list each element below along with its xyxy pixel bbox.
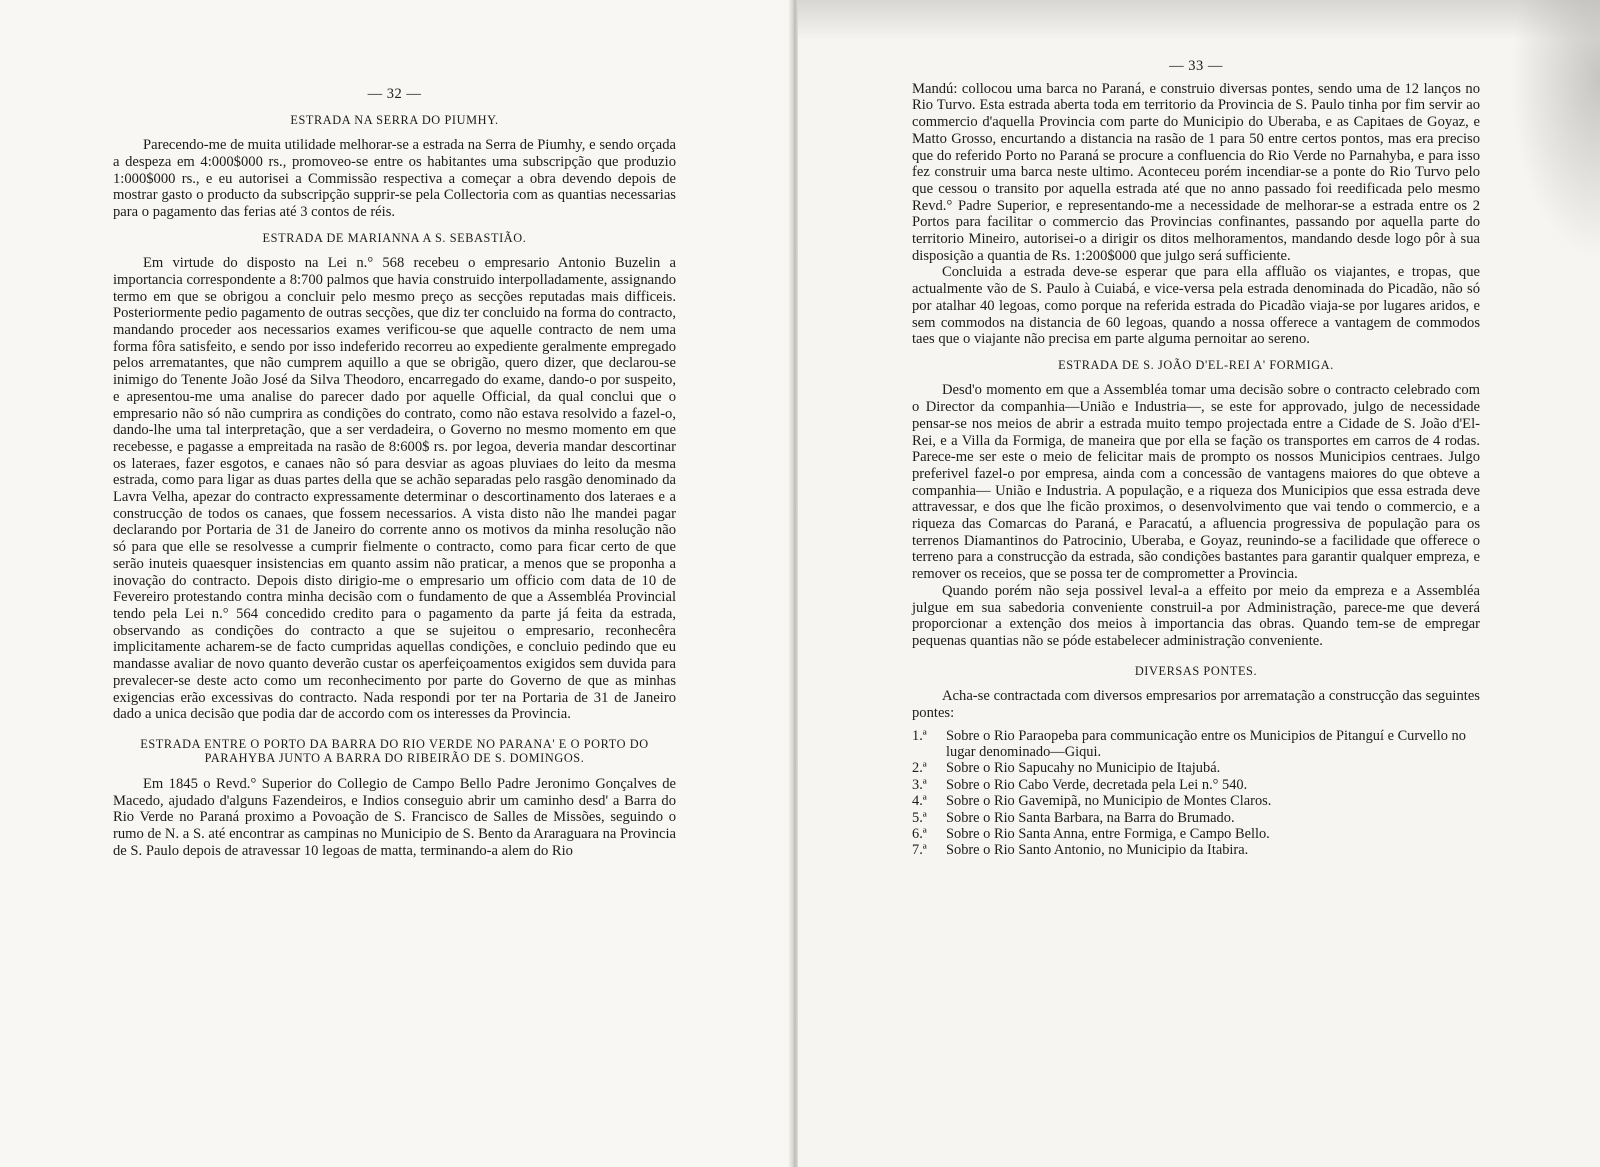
paragraph: Em 1845 o Revd.° Superior do Collegio de Campo Bello Padre Jeronimo Gonçalves de Macedo, ajudado d'alguns Fazendeiros, e Indios conseguio abrir um caminho desd' a Barra do Rio Verde no Paraná proximo a Povoação de S. Francisco de Salles de Missões, seguindo o rumo de N. a S. até encontrar as campinas no Municipio de S. Bento da Araraguara na Provincia de S. Paulo depois de atravessar 10 legoas de matta, terminando-a alem do Rio [113,775,676,859]
list-item-number: 1.ª [912,727,927,744]
list-item-number: 4.ª [912,793,927,810]
paragraph: Desd'o momento em que a Assembléa tomar uma decisão sobre o contracto celebrado com o Director da companhia—União e Industria—, se este for approvado, julgo de necessidade pensar-se nos meios de abrir a estrada muito tempo projectada entre a Cidade de S. João d'El-Rei, e a Villa da Formiga, de maneira que por ella se fação os transportes em carros de 4 rodas. Parece-me ser este o meio de felicitar mais de prompto os nossos Municipios centraes. Julgo preferivel fazel-o por empresa, ainda com a concessão de vantagens maiores do que obteve a companhia— União e Industria. A população, e a riqueza dos Municipios que essa estrada deve attravessar, e dos que lhe ficão proximos, o desenvolvimento que vai tendo o commercio, e a riqueza das Comarcas do Paraná, e Paracatú, a afluencia progressiva de população para os terrenos Diamantinos do Patrocinio, Uberaba, e Goyaz, reunindo-se a facilidade que offerece o terreno para a construcção da estrada, são condições bastantes para garantir qualquer empreza, e remover os receios, que se possa ter de comprometter a Provincia. [912,382,1480,583]
paragraph: Parecendo-me de muita utilidade melhorar-se a estrada na Serra de Piumhy, e sendo orçada a despeza em 4:000$000 rs., promoveo-se entre os habitantes uma subscripção que produzio 1:000$000 rs., e eu autorisei a Commissão respectiva a começar a obra devendo depois de mostrar gasto o producto da subscripção supprir-se pela Collectoria com as quantias necessarias para o pagamento das ferias até 3 contos de réis. [113,137,676,221]
section-heading: DIVERSAS PONTES. [1134,663,1258,678]
section-heading: ESTRADA DE MARIANNA A S. SEBASTIÃO. [262,230,527,245]
bridge-list [912,728,1480,859]
paragraph: Em virtude do disposto na Lei n.° 568 recebeu o empresario Antonio Buzelin a importancia correspondente a 8:700 palmos que havia construido interpolladamente, assignando termo em que se obrigou a concluir pelo mesmo preço as secções reputadas mais difficeis. Posteriormente pedio pagamento de outras secções, que diz ter concluido na forma do contracto, mandando proceder aos necessarios exames verificou-se que aquelle contracto de nem uma forma fôra satisfeito, e sendo por isso indeferido recorreu ao expediente geralmente empregado pelos arrematantes, que não cumprem aquillo a que se obrigão, quero dizer, que declarou-se inimigo do Tenente João José da Silva Theodoro, encarregado do exame, dando-o por suspeito, e apresentou-me uma analise do parecer dado por aquelle Official, da qual conclui que o empresario não só não cumprira as condições do contrato, como não estava resolvido a fazel-o, dando-lhe uma tal interpretação, que a ser verdadeira, o Governo no mesmo momento em que recebesse, e pagasse a empreitada na rasão de 8:600$ rs. por legoa, deveria mandar descortinar os lateraes, fazer esgotos, e canaes não só para desviar as agoas pluviaes do leito da mesma estrada, como para ligar as duas partes della que se achão separadas pelo rasgão denominado da Lavra Velha, apezar do contracto expressamente determinar o descortinamento dos lateraes e a construcção de todos os canaes, que fossem necessarios. A vista disto não lhe mandei pagar declarando por Portaria de 31 de Janeiro do corrente anno os motivos da minha resolução não só para que elle se resolvesse a cumprir fielmente o contracto, como para ficar certo de que serão inuteis quaesquer insistencias em quanto assim não praticar, a menos que se proponha a inovação do contracto. Depois disto dirigio-me o empresario um officio com data de 10 de Fevereiro protestando contra minha decisão com o fundamento de que a Assembléa Provincial tendo pela Lei n.° 564 concedido credito para o pagamento da parte já feita da estrada, observando as condições do contracto a que se sujeitou o empresario, reconhecêra implicitamente acharem-se de facto cumpridas aquellas condições, e concluio pedindo que eu mandasse avaliar de novo quanto deverão custar os aperfeiçoamentos exigidos sem duvida para prevalecer-se deste acto como um reconhecimento por parte do Governo de que as minhas exigencias erão excessivas do contracto. Nada respondi por ter na Portaria de 31 de Janeiro dado a unica decisão que podia dar de accordo com os interesses da Provincia. [113,255,676,723]
paragraph: Concluida a estrada deve-se esperar que para ella affluão os viajantes, e tropas, que actualmente vão de S. Paulo à Cuiabá, e vice-versa pela estrada denominada do Picadão, não só por atalhar 40 legoas, como porque na referida estrada do Picadão viaja-se por lugares aridos, e sem commodos na distancia de 60 legoas, quando a nossa offerece a vantagem de commodos taes que o viajante não precisa em parte alguma pernoitar ao sereno. [912,264,1480,348]
paragraph: Mandú: collocou uma barca no Paraná, e construio diversas pontes, sendo uma de 12 lanços no Rio Turvo. Esta estrada aberta toda em territorio da Provincia de S. Paulo tinha por fim servir ao commercio d'aquella Provincia com parte do Municipio do Uberaba, e as Capitaes de Goyaz, e Matto Grosso, encurtando a distancia na rasão de 1 para 50 entre certos pontos, mas era preciso que do referido Porto no Paraná se procure a confluencia do Rio Verde no Parnahyba, e para isso fez construir uma barca neste ultimo. Aconteceu porém incendiar-se a ponte do Rio Turvo pelo que cessou o transito por aquella estrada até que no anno passado foi reedificada pelo mesmo Revd.° Padre Superior, e representando-me a necessidade de melhorar-se a estrada entre os 2 Portos para facilitar o commercio das Provincias confinantes, passando por aquella parte do territorio Mineiro, autorisei-o a dirigir os ditos melhoramentos, mandando desde logo pôr à sua disposição a quantia de Rs. 1:200$000 que julgo será sufficiente. [912,80,1480,264]
list-item-text: Sobre o Rio Santa Anna, entre Formiga, e Campo Bello. [946,826,1270,843]
list-item [912,842,1480,858]
list-item [912,810,1480,826]
right-page [798,0,1600,1167]
list-item-number: 5.ª [912,809,927,826]
paragraph: Acha-se contractada com diversos empresarios por arrematação a construcção das seguintes pontes: [912,688,1480,721]
list-item-text: Sobre o Rio Cabo Verde, decretada pela Lei n.° 540. [946,776,1248,793]
list-item-text: Sobre o Rio Gavemipã, no Municipio de Montes Claros. [946,793,1272,810]
paper-stain [798,0,1600,40]
page-edge-damage [1510,0,1600,260]
right-text-column [912,58,1480,859]
left-text-column [113,86,676,859]
list-item [912,728,1480,761]
list-item [912,793,1480,809]
section-heading: ESTRADA ENTRE O PORTO DA BARRA DO RIO VERDE NO PARANA' E O PORTO DO PARAHYBA JUNTO A BARRA DO RIBEIRÃO DE S. DOMINGOS. [140,736,649,766]
list-item-text: Sobre o Rio Santo Antonio, no Municipio da Itabira. [946,842,1249,859]
list-item-number: 2.ª [912,760,927,777]
list-item-text: Sobre o Rio Paraopeba para communicação entre os Municipios de Pitanguí e Curvello no lugar denominado—Giqui. [946,727,1466,761]
left-page [0,0,792,1167]
paragraph: Quando porém não seja possivel leval-a a effeito por meio da empreza e a Assembléa julgue em sua sabedoria conveniente construil-a por Administração, parece-me que deverá proporcionar a extenção dos meios à importancia das obras. Quando tem-se de empregar pequenas quantias não se póde estabelecer administração conveniente. [912,582,1480,649]
page-number: — 33 — [1169,58,1223,74]
list-item [912,777,1480,793]
list-item-number: 6.ª [912,826,927,843]
section-heading: ESTRADA NA SERRA DO PIUMHY. [290,112,499,127]
list-item [912,760,1480,776]
section-heading: ESTRADA DE S. JOÃO D'EL-REI A' FORMIGA. [1058,357,1334,372]
list-item-number: 7.ª [912,842,927,859]
list-item-text: Sobre o Rio Santa Barbara, na Barra do Brumado. [946,809,1235,826]
list-item [912,826,1480,842]
list-item-number: 3.ª [912,776,927,793]
page-number: — 32 — [367,86,422,102]
list-item-text: Sobre o Rio Sapucahy no Municipio de Itajubá. [946,760,1221,777]
